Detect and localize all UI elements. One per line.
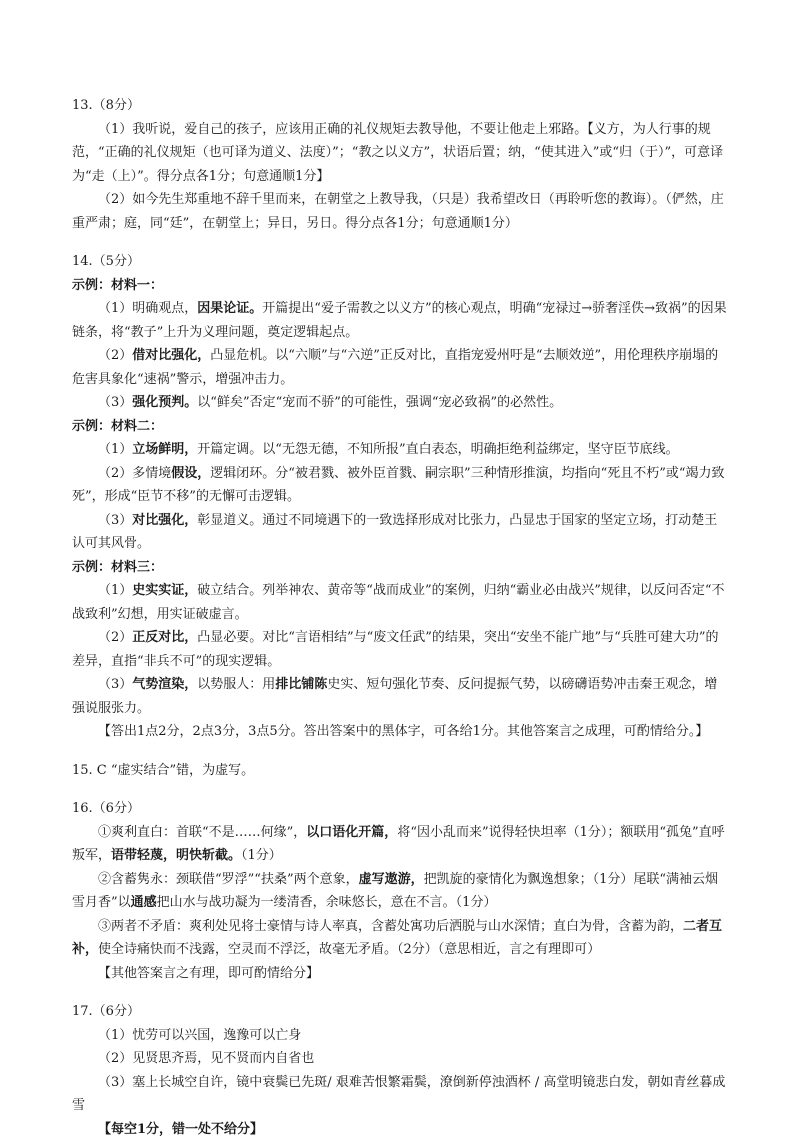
question-17-heading: 17.（6分） <box>72 1000 730 1024</box>
question-17-scoring-note: 【每空1分，错一处不给分】 <box>72 1118 730 1141</box>
question-16 <box>72 797 730 985</box>
question-16-point-2: ②含蓄隽永：颈联借“罗浮”“扶桑”两个意象，虚写遨游，把凯旋的豪情化为飘逸想象；（1分）尾联“满袖云烟雪月香”以通感把山水与战功凝为一缕清香，余味悠长，意在不言。（1分） <box>72 868 730 915</box>
question-16-scoring-note: 【其他答案言之有理，即可酌情给分】 <box>72 962 730 986</box>
material-3-point-3: （3）气势渲染，以势服人：用排比铺陈史实、短句强化节奏、反问提振气势，以磅礴语势冲击秦王观念，增强说服张力。 <box>72 673 730 720</box>
question-14-heading: 14.（5分） <box>72 250 730 274</box>
question-17 <box>72 1000 730 1141</box>
question-17-answer-3: （3）塞上长城空自许，镜中衰鬓已先斑/ 艰难苦恨繁霜鬓，潦倒新停浊酒杯 / 高堂明镜悲白发，朝如青丝暮成雪 <box>72 1071 730 1118</box>
material-1-point-3: （3）强化预判。以“鲜矣”否定“宠而不骄”的可能性，强调“宠必致祸”的必然性。 <box>72 391 730 415</box>
question-17-answer-1: （1）忧劳可以兴国，逸豫可以亡身 <box>72 1024 730 1048</box>
question-16-point-1: ①爽利直白：首联“不是……何缘”，以口语化开篇，将“因小乱而来”说得轻快坦率（1分）；额联用“孤兔”直呼叛军，语带轻蔑，明快斩截。（1分） <box>72 821 730 868</box>
material-1-title: 示例：材料一： <box>72 274 730 298</box>
question-15 <box>72 759 730 783</box>
question-13 <box>72 94 730 235</box>
question-13-heading: 13.（8分） <box>72 94 730 118</box>
material-2-point-3: （3）对比强化，彰显道义。通过不同境遇下的一致选择形成对比张力，凸显忠于国家的坚定立场，打动楚王认可其风骨。 <box>72 509 730 556</box>
material-2-point-1: （1）立场鲜明，开篇定调。以“无怨无德，不知所报”直白表态，明确拒绝利益绑定，坚守臣节底线。 <box>72 438 730 462</box>
material-3-title: 示例：材料三： <box>72 556 730 580</box>
question-16-heading: 16.（6分） <box>72 797 730 821</box>
material-3-point-1: （1）史实实证，破立结合。列举神农、黄帝等“战而成业”的案例，归纳“霸业必由战兴”规律，以反问否定“不战致利”幻想，用实证破虚言。 <box>72 579 730 626</box>
question-14 <box>72 250 730 744</box>
material-3-point-2: （2）正反对比，凸显必要。对比“言语相结”与“废文任武”的结果，突出“安坐不能广地”与“兵胜可建大功”的差异，直指“非兵不可”的现实逻辑。 <box>72 626 730 673</box>
material-1-point-2: （2）借对比强化，凸显危机。以“六顺”与“六逆”正反对比，直指宠爱州吁是“去顺效逆”，用伦理秩序崩塌的危害具象化“速祸”警示，增强冲击力。 <box>72 344 730 391</box>
question-13-answer-2: （2）如今先生郑重地不辞千里而来，在朝堂之上教导我，（只是）我希望改日（再聆听您的教诲）。（俨然，庄重严肃；庭，同“廷”，在朝堂上；异日，另日。得分点各1分；句意通顺1分） <box>72 188 730 235</box>
material-2-title: 示例：材料二： <box>72 415 730 439</box>
question-13-answer-1: （1）我听说，爱自己的孩子，应该用正确的礼仪规矩去教导他，不要让他走上邪路。【义方，为人行事的规范，“正确的礼仪规矩（也可译为道义、法度）”；“教之以义方”，状语后置；纳，“使其进入”或“归（于）”，可意译为“走（上）”。得分点各1分；句意通顺1分】 <box>72 118 730 189</box>
question-17-answer-2: （2）见贤思齐焉，见不贤而内自省也 <box>72 1047 730 1071</box>
material-2-point-2: （2）多情境假设，逻辑闭环。分“被君戮、被外臣首戮、嗣宗职”三种情形推演，均指向“死且不朽”或“竭力致死”，形成“臣节不移”的无懈可击逻辑。 <box>72 462 730 509</box>
material-1-point-1: （1）明确观点，因果论证。开篇提出“爱子需教之以义方”的核心观点，明确“宠禄过→骄奢淫佚→致祸”的因果链条，将“教子”上升为义理问题，奠定逻辑起点。 <box>72 297 730 344</box>
question-16-point-3: ③两者不矛盾：爽利处见将士豪情与诗人率真，含蓄处寓功后洒脱与山水深情；直白为骨，含蓄为韵，二者互补，使全诗痛快而不浅露，空灵而不浮泛，故毫无矛盾。（2分）（意思相近，言之有理即可） <box>72 915 730 962</box>
question-14-scoring-note: 【答出1点2分，2点3分，3点5分。答出答案中的黑体字，可各给1分。其他答案言之成理，可酌情给分。】 <box>72 720 730 744</box>
question-15-answer: 15. C “虚实结合”错，为虚写。 <box>72 759 730 783</box>
